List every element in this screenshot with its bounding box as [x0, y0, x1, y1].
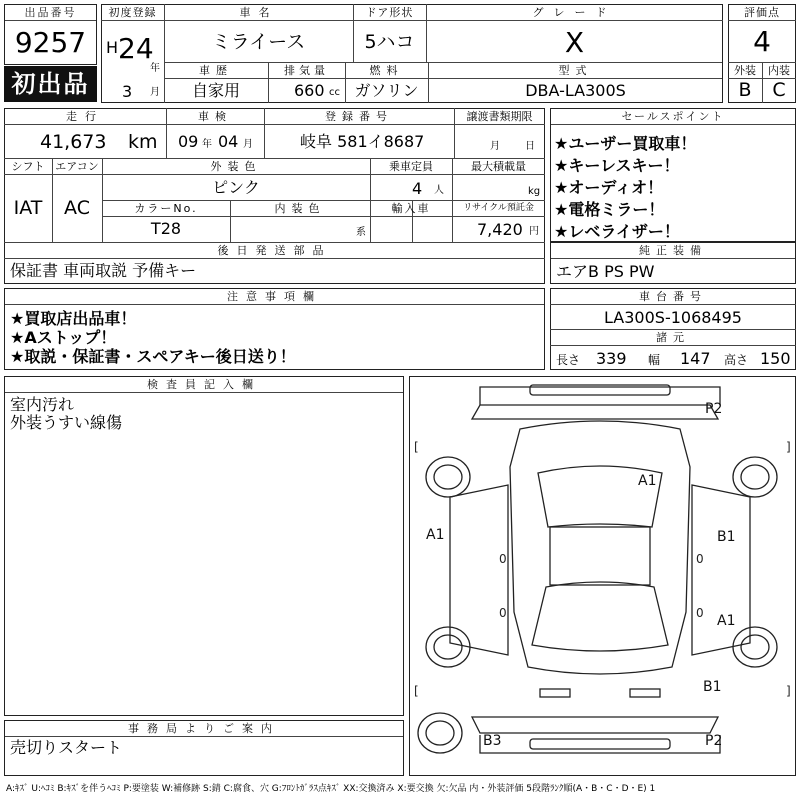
damage-mark: P2: [705, 733, 723, 749]
wheel-front-left-hub: [434, 635, 462, 659]
mileage: 41,673: [40, 131, 107, 153]
wheel-rear-right: [733, 457, 777, 497]
later-parts-title: 後日発送部品: [217, 244, 332, 257]
reg-year: 24: [118, 32, 154, 65]
rear-panel: [472, 405, 718, 419]
damage-mark: A1: [638, 473, 657, 489]
fuel-label: 燃料: [369, 64, 404, 77]
shift-label: シフト: [11, 160, 45, 173]
history: 自家用: [191, 81, 240, 100]
wheel-rear-left: [426, 457, 470, 497]
chassis-title: 車台番号: [639, 290, 707, 303]
plate: 岐阜 581イ8687: [300, 132, 425, 151]
inspector-line: 室内汚れ: [10, 395, 75, 414]
month-unit: 月: [150, 87, 160, 98]
roof: [550, 527, 650, 585]
lot-number-box: [4, 4, 97, 65]
equipment-box: [550, 242, 796, 284]
headlight-right: [630, 689, 660, 697]
damage-mark: B3: [483, 733, 502, 749]
width-label: 幅: [648, 353, 661, 367]
front-bumper: [530, 739, 670, 749]
transfer-label: 譲渡書類期限: [466, 110, 533, 123]
lot-number: 9257: [14, 26, 87, 59]
inspection-label: 車検: [198, 110, 232, 123]
front-outline: [480, 733, 723, 753]
damage-mark: A1: [426, 527, 445, 543]
shift: IAT: [13, 197, 43, 219]
legend: A:ｷｽﾞ U:ﾍｺﾐ B:ｷｽﾞを伴うﾍｺﾐ P:要塗装 W:補修跡 S:錆 C:腐食、穴 G:ﾌﾛﾝﾄｶﾞﾗｽ点ｷｽﾞ XX:交換済み X:要交換 欠:欠品 内・外装評価 5段階ﾗﾝｸ順(A・B・C・D・E) 1: [6, 784, 656, 794]
sales-point-item: ★ユーザー買取車！: [554, 134, 697, 153]
transfer-day-unit: 日: [525, 141, 535, 152]
damage-mark: B1: [703, 679, 722, 695]
equipment-text: エアB PS PW: [556, 262, 655, 281]
headlight-left: [540, 689, 570, 697]
recycle-label: リサイクル預託金: [463, 203, 534, 213]
ac-label: エアコン: [55, 160, 99, 173]
right-side: [692, 485, 750, 655]
damage-mark: B1: [717, 529, 736, 545]
mirror-mark: 0: [499, 606, 507, 620]
inspection-month-unit: 月: [243, 139, 253, 150]
car-name: ミライース: [211, 31, 306, 53]
sales-point-item: ★電格ミラー！: [554, 200, 665, 219]
ac: AC: [64, 197, 90, 219]
color-no: T28: [150, 219, 182, 238]
displacement: 660: [294, 81, 325, 100]
door-type: 5ハコ: [364, 31, 415, 53]
plate-label: 登録番号: [325, 110, 393, 123]
sales-point-item: ★キーレスキー！: [554, 156, 680, 175]
fuel: ガソリン: [354, 81, 419, 100]
equipment-title: 純正装備: [551, 243, 795, 259]
wheel-front-right-hub: [741, 635, 769, 659]
displacement-unit: cc: [329, 87, 340, 98]
height-value: 150: [760, 349, 791, 368]
width-value: 147: [680, 349, 711, 368]
note-item: ★取説・保証書・スペアキー後日送り！: [10, 347, 296, 366]
front-panel: [472, 717, 718, 733]
windshield: [532, 582, 668, 651]
mileage-label: 走行: [66, 110, 104, 123]
grade: X: [564, 26, 585, 59]
mirror-mark: 0: [499, 552, 507, 566]
sales-point-item: ★オーディオ！: [554, 178, 664, 197]
car-diagram-box: [409, 376, 796, 776]
exterior-grade: B: [738, 79, 752, 101]
bracket-open: [: [414, 440, 419, 454]
first-listing-badge: [4, 66, 97, 102]
year-unit: 年: [150, 63, 160, 74]
score: 4: [753, 25, 771, 58]
import-label: 輸入車: [391, 202, 431, 215]
inspection-year-unit: 年: [202, 139, 212, 150]
sales-points-title: セールスポイント: [551, 109, 795, 125]
mileage-unit: km: [128, 131, 158, 153]
car-top-body: [510, 421, 690, 674]
note-item: ★買取店出品車！: [10, 309, 137, 328]
load-label: 最大積載量: [471, 160, 526, 173]
first-listing-text: 初出品: [11, 70, 90, 98]
grade-label: グレード: [532, 6, 617, 19]
bracket-close: ]: [786, 440, 791, 454]
color-no-label: カラーNo.: [134, 202, 198, 215]
capacity-unit: 人: [434, 185, 444, 196]
length-label: 長さ: [556, 353, 581, 367]
office-title: 事務局よりご案内: [5, 721, 403, 737]
capacity-label: 乗車定員: [389, 160, 433, 173]
damage-mark: P2: [705, 401, 723, 417]
load-unit: kg: [528, 186, 541, 197]
note-item: ★Aストップ！: [10, 328, 117, 347]
era: H: [106, 38, 119, 57]
notes-title: 注意事項欄: [5, 289, 544, 305]
inspector-line: 外装うすい線傷: [10, 413, 123, 432]
bracket-open: [: [414, 684, 419, 698]
wheel-front-right: [733, 627, 777, 667]
model-label: 型式: [558, 64, 593, 77]
interior-label: 内装: [768, 64, 790, 77]
mirror-mark: 0: [696, 552, 704, 566]
spare-wheel: [418, 713, 462, 753]
sales-point-item: ★レベライザー！: [554, 222, 680, 241]
displacement-label: 排気量: [284, 64, 329, 77]
bracket-close: ]: [786, 684, 791, 698]
color: ピンク: [212, 178, 260, 197]
reg-month: 3: [122, 82, 133, 101]
interior-color-label: 内装色: [274, 202, 326, 215]
wheel-front-left: [426, 627, 470, 667]
first-reg-label: 初度登録: [108, 6, 157, 19]
recycle-unit: 円: [529, 226, 539, 237]
car-diagram: [410, 377, 797, 777]
car-name-label: 車名: [239, 6, 278, 19]
capacity: 4: [412, 179, 423, 198]
color-label: 外装色: [210, 160, 262, 173]
damage-mark: A1: [717, 613, 736, 629]
interior-color-unit: 系: [356, 227, 366, 238]
height-label: 高さ: [724, 353, 749, 367]
chassis-number: LA300S-1068495: [604, 308, 742, 327]
length-value: 339: [596, 349, 627, 368]
interior-grade: C: [772, 79, 786, 101]
transfer-month-unit: 月: [490, 141, 500, 152]
later-parts-text: 保証書 車両取説 予備キー: [10, 261, 197, 280]
office-text: 売切りスタート: [10, 738, 123, 757]
wheel-rear-left-hub: [434, 465, 462, 489]
score-label: 評価点: [744, 6, 780, 19]
dims-title: 諸元: [656, 331, 690, 344]
inspection-year: 09: [178, 132, 199, 151]
mirror-mark: 0: [696, 606, 704, 620]
exterior-label: 外装: [734, 64, 756, 77]
spare-wheel-hub: [426, 721, 454, 745]
history-label: 車歴: [199, 64, 233, 77]
door-label: ドア形状: [365, 6, 414, 19]
inspector-title: 検査員記入欄: [5, 377, 403, 393]
rear-outline: [480, 387, 720, 405]
model-code: DBA-LA300S: [525, 81, 626, 100]
lot-number-label: 出品番号: [5, 5, 96, 21]
office-box: [4, 720, 404, 776]
recycle: 7,420: [477, 220, 523, 239]
inspection-month: 04: [218, 132, 239, 151]
wheel-rear-right-hub: [741, 465, 769, 489]
